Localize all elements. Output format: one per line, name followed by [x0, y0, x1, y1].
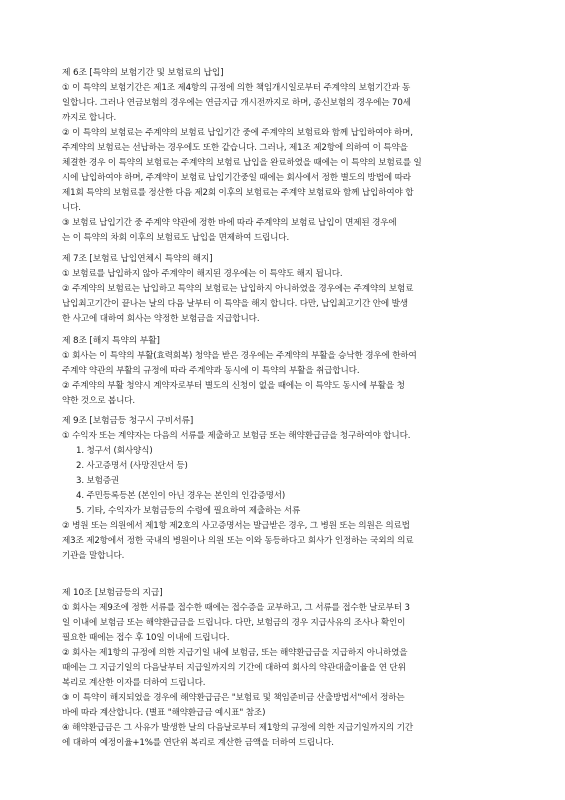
- article-9-line: ① 수익자 또는 계약자는 다음의 서류를 제출하고 보험금 또는 해약환급금을 청구하여야 합니다.: [62, 431, 411, 441]
- article-10-line: 일 이내에 보험금 또는 해약환급금을 드립니다. 다만, 보험금의 경우 지급사유의 조사나 확인이: [62, 618, 406, 628]
- article-6: [62, 66, 515, 246]
- article-8-line: ① 회사는 이 특약의 부활(효력회복) 청약을 받은 경우에는 주계약의 부활을 승낙한 경우에 한하여: [62, 351, 417, 361]
- article-7-title: 제 7조 [보험료 납입연체시 특약의 해지]: [62, 254, 213, 264]
- article-6-line: 주계약의 보험료는 선납하는 경우에도 또한 같습니다. 그러나, 제1조 제2항에 의하여 이 특약을: [62, 143, 408, 153]
- article-9-title: 제 9조 [보험금등 청구시 구비서류]: [62, 416, 194, 426]
- article-6-line: 니다.: [62, 203, 81, 213]
- list-item: 5. 기타, 수익자가 보험금등의 수령에 필요하여 제출하는 서류: [76, 506, 301, 516]
- article-6-line: 제1회 특약의 보험료를 정산한 다음 제2회 이후의 보험료는 주계약 보험료와 함께 납입하여야 합: [62, 188, 414, 198]
- article-6-line: ② 이 특약의 보험료는 주계약의 보험료 납입기간 중에 주계약의 보험료와 함께 납입하여야 하며,: [62, 128, 413, 138]
- list-item: 2. 사고증명서 (사망진단서 등): [76, 461, 188, 471]
- list-item: 4. 주민등록등본 (본인이 아닌 경우는 본인의 인감증명서): [76, 491, 286, 501]
- list-item: 3. 보험증권: [76, 476, 120, 486]
- required-documents-list: [62, 444, 515, 519]
- article-10-line: 때에는 그 지급기일의 다음날부터 지급일까지의 기간에 대하여 회사의 약관대출이율을 연 단위: [62, 663, 406, 673]
- article-10-line: ② 회사는 제1항의 규정에 의한 지급기일 내에 보험금, 또는 해약환급금을 지급하지 아니하였을: [62, 648, 408, 658]
- article-7-line: ① 보험료를 납입하지 않아 주계약이 해지된 경우에는 이 특약도 해지 됩니다.: [62, 269, 343, 279]
- article-9: [62, 414, 515, 564]
- article-6-line: 까지로 합니다.: [62, 113, 117, 123]
- article-10-line: 복리로 계산한 이자를 더하여 드립니다.: [62, 678, 206, 688]
- article-9-line: 제3조 제2항에서 정한 국내의 병원이나 의원 또는 이와 동등하다고 회사가 인정하는 국외의 의료: [62, 536, 414, 546]
- article-10-line: ① 회사는 제9조에 정한 서류를 접수한 때에는 접수증을 교부하고, 그 서류를 접수한 날로부터 3: [62, 603, 410, 613]
- article-8-line: 약한 것으로 봅니다.: [62, 396, 135, 406]
- article-7-line: ② 주계약의 보험료는 납입하고 특약의 보험료는 납입하지 아니하였을 경우에는 주계약의 보험료: [62, 284, 414, 294]
- article-9-line: 기관을 말합니다.: [62, 551, 125, 561]
- article-10-title: 제 10조 [보험금등의 지급]: [62, 588, 163, 598]
- article-6-line: 는 이 특약의 차회 이후의 보험료도 납입을 면제하여 드립니다.: [62, 233, 290, 243]
- article-10: [62, 586, 515, 751]
- article-10-line: 필요한 때에는 접수 후 10일 이내에 드립니다.: [62, 633, 230, 643]
- article-7-line: 납입최고기간이 끝나는 날의 다음 날부터 이 특약을 해지 합니다. 다만, 납입최고기간 안에 발생: [62, 299, 408, 309]
- article-6-line: ① 이 특약의 보험기간은 제1조 제4항의 규정에 의한 책임개시일로부터 주계약의 보험기간과 동: [62, 83, 411, 93]
- article-10-line: 에 대하여 예정이율+1%를 연단위 복리로 계산한 금액을 더하여 드립니다.: [62, 738, 334, 748]
- article-6-line: 체결한 경우 이 특약의 보험료는 주계약의 보험료 납입을 완료하였을 때에는 이 특약의 보험료를 일: [62, 158, 422, 168]
- article-6-line: 일합니다. 그러나 연금보험의 경우에는 연금지급 개시전까지로 하며, 종신보험의 경우에는 70세: [62, 98, 411, 108]
- article-8: [62, 334, 515, 409]
- article-7: [62, 252, 515, 327]
- article-6-title: 제 6조 [특약의 보험기간 및 보험료의 납입]: [62, 68, 224, 78]
- article-10-line: ④ 해약환급금은 그 사유가 발생한 날의 다음날로부터 제1항의 규정에 의한 지급기일까지의 기간: [62, 723, 414, 733]
- article-6-line: ③ 보험료 납입기간 중 주계약 약관에 정한 바에 따라 주계약의 보험료 납입이 면제된 경우에: [62, 218, 397, 228]
- article-10-line: 바에 따라 계산합니다. (별표 "해약환급금 예시표" 참조): [62, 708, 266, 718]
- article-10-line: ③ 이 특약이 해지되었을 경우에 해약환급금은 "보험료 및 책임준비금 산출방법서"에서 정하는: [62, 693, 405, 703]
- article-6-line: 시에 납입하여야 하며, 주계약이 보험료 납입기간중일 때에는 회사에서 정한 별도의 방법에 따라: [62, 173, 411, 183]
- article-7-line: 한 사고에 대하여 회사는 약정한 보험금을 지급합니다.: [62, 314, 260, 324]
- article-8-title: 제 8조 [해지 특약의 부활]: [62, 336, 160, 346]
- list-item: 1. 청구서 (회사양식): [76, 446, 153, 456]
- article-8-line: ② 주계약의 부활 청약시 계약자로부터 별도의 신청이 없을 때에는 이 특약도 동시에 부활을 청: [62, 381, 405, 391]
- article-8-line: 주계약 약관의 부활의 규정에 따라 주계약과 동시에 이 특약의 부활을 취급합니다.: [62, 366, 360, 376]
- article-9-line: ② 병원 또는 의원에서 제1항 제2호의 사고증명서는 발급받은 경우, 그 병원 또는 의원은 의료법: [62, 521, 410, 531]
